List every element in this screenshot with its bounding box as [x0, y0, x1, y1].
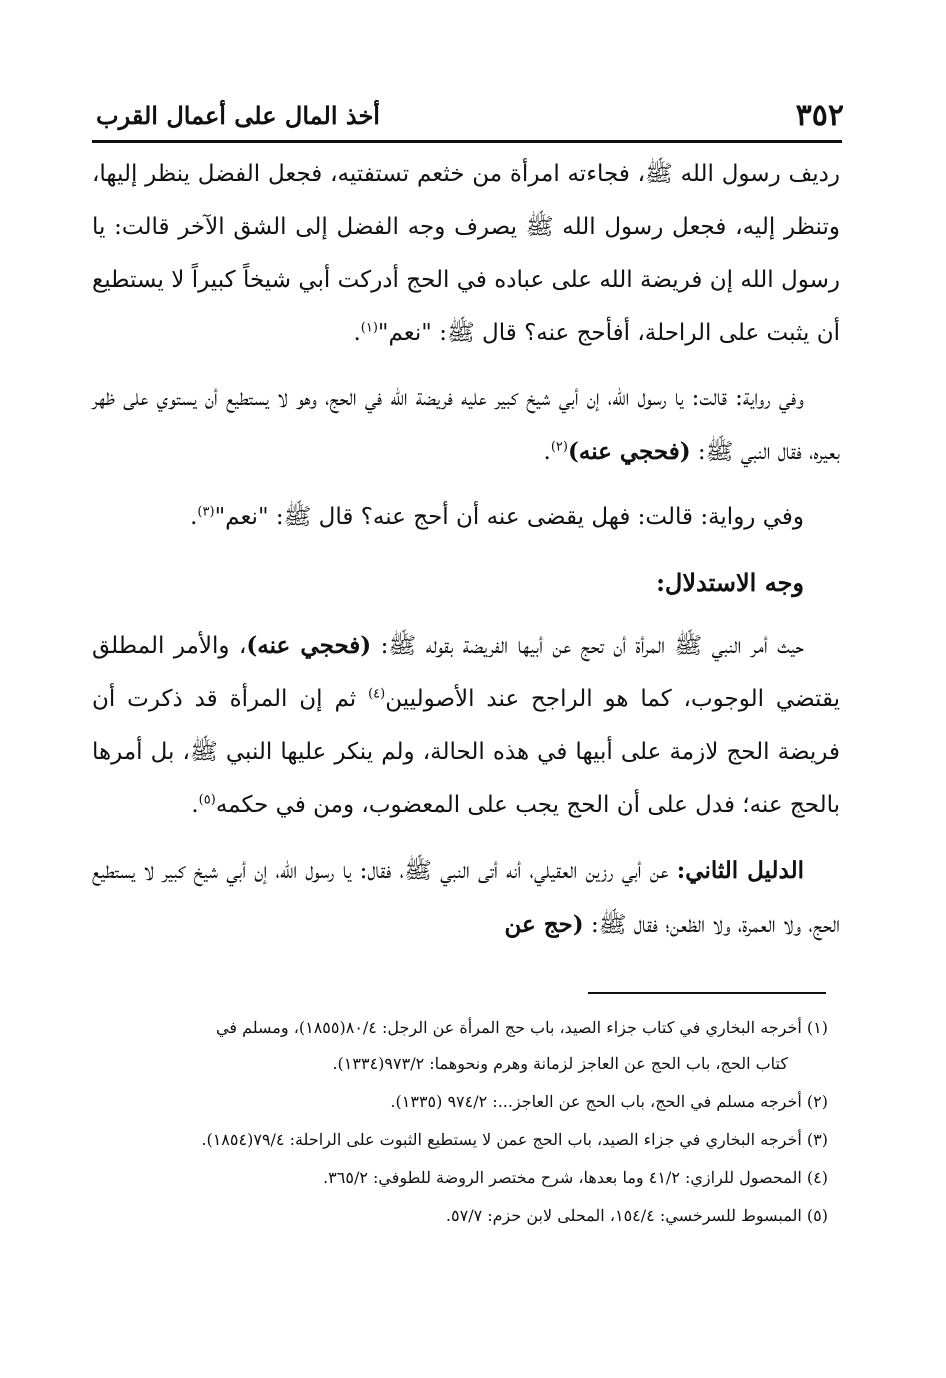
paragraph-5-text: عن أبي رزين العقيلي، أنه أتى النبي ﷺ، فقال: يا رسول الله، إن أبي شيخ كبير لا يستطيع الحج، ولا العمرة، ولا الظعن؛ فقال ﷺ:	[92, 858, 840, 938]
paragraph-2-text: وفي رواية: قالت: يا رسول الله، إن أبي شيخ كبير عليه فريضة الله في الحج، وهو لا يستطيع أن يستوي على ظهر بعيره، فقال النبي ﷺ:	[92, 385, 840, 465]
footnote-5: (٥) المبسوط للسرخسي: ١٥٤/٤، المحلى لابن حزم: ٥٧/٧.	[445, 1206, 828, 1225]
paragraph-2-quote: (فحجي عنه)	[567, 438, 691, 465]
footnote-ref-1: (١)	[360, 320, 378, 336]
footnote-rule	[588, 992, 826, 994]
footnotes	[86, 1010, 828, 1236]
paragraph-5-label: الدليل الثاني:	[676, 857, 804, 884]
running-title: أخذ المال على أعمال القرب	[96, 101, 380, 130]
footnote-ref-4: (٤)	[368, 686, 386, 702]
paragraph-4: حيث أمر النبي ﷺ المرأة أن تحج عن أبيها الفريضة بقوله ﷺ: (فحجي عنه)، والأمر المطلق يقتضي الوجوب، كما هو الراجح عند الأصوليين$^{(٤)}$ ثم إن المرأة قد ذكرت أن فريضة الحج لازمة على أبيها في هذه الحالة، ولم ينكر عليها النبي ﷺ، بل أمرها بالحج عنه؛ فدل على أن الحج يجب على المعضوب، ومن في حكمه$^{(٥)}$.	[92, 632, 840, 818]
footnote-3: (٣) أخرجه البخاري في جزاء الصيد، باب الحج عمن لا يستطيع الثبوت على الراحلة: ٧٩/٤(١٨٥٤).	[201, 1130, 828, 1149]
paragraph-5-quote: (حج عن	[504, 911, 584, 938]
paragraph-5	[92, 844, 840, 952]
paragraph-3-text: وفي رواية: قالت: فهل يقضى عنه أن أحج عنه؟ قال ﷺ: "نعم"	[214, 504, 804, 530]
page-number: ٣٥٢	[795, 98, 844, 133]
section-heading: وجه الاستدلال:	[656, 568, 804, 597]
main-text	[92, 148, 840, 964]
footnote-4: (٤) المحصول للرازي: ٤١/٢ وما بعدها، شرح مختصر الروضة للطوفي: ٣٦٥/٢.	[323, 1168, 828, 1187]
paragraph-1: رديف رسول الله ﷺ، فجاءته امرأة من خثعم تستفتيه، فجعل الفضل ينظر إليها، وتنظر إليه، فجعل رسول الله ﷺ يصرف وجه الفضل إلى الشق الآخر قالت: يا رسول الله إن فريضة الله على عباده في الحج أدركت أبي شيخاً كبيراً لا يستطيع أن يثبت على الراحلة، أفأحج عنه؟ قال ﷺ: "نعم"$^{(١)}$.	[92, 161, 840, 346]
paragraph-4-text-c: ثم إن المرأة قد ذكرت أن فريضة الحج لازمة على أبيها في هذه الحالة، ولم ينكر عليها النبي ﷺ، بل أمرها بالحج عنه؛ فدل على أن الحج يجب على المعضوب، ومن في حكمه	[92, 686, 840, 818]
header-rule	[92, 140, 842, 143]
footnote-ref-2: (٢)	[550, 439, 568, 455]
paragraph-2: وفي رواية: قالت: يا رسول الله، إن أبي شيخ كبير عليه فريضة الله في الحج، وهو لا يستطيع أن يستوي على ظهر بعيره، فقال النبي ﷺ: (فحجي عنه)$^{(٢)}$.	[92, 385, 840, 465]
paragraph-4-text-a: حيث أمر النبي ﷺ المرأة أن تحج عن أبيها الفريضة بقوله ﷺ:	[371, 633, 804, 659]
footnote-1-line-1: (١) أخرجه البخاري في كتاب جزاء الصيد، باب حج المرأة عن الرجل: ٨٠/٤(١٨٥٥)، ومسلم في	[216, 1018, 828, 1037]
paragraph-1-text: رديف رسول الله ﷺ، فجاءته امرأة من خثعم تستفتيه، فجعل الفضل ينظر إليها، وتنظر إليه، فجعل رسول الله ﷺ يصرف وجه الفضل إلى الشق الآخر قالت: يا رسول الله إن فريضة الله على عباده في الحج أدركت أبي شيخاً كبيراً لا يستطيع أن يثبت على الراحلة، أفأحج عنه؟ قال ﷺ: "نعم"	[92, 161, 840, 346]
footnote-ref-5: (٥)	[198, 792, 216, 808]
footnote-ref-3: (٣)	[197, 504, 215, 520]
paragraph-3: وفي رواية: قالت: فهل يقضى عنه أن أحج عنه؟ قال ﷺ: "نعم"$^{(٣)}$.	[190, 504, 804, 530]
page-header	[92, 98, 844, 134]
paragraph-4-quote: (فحجي عنه)	[246, 632, 372, 659]
footnote-2: (٢) أخرجه مسلم في الحج، باب الحج عن العاجز...: ٩٧٤/٢ (١٣٣٥).	[390, 1092, 828, 1111]
footnote-1	[86, 1010, 828, 1082]
footnote-1-line-2: كتاب الحج، باب الحج عن العاجز لزمانة وهرم ونحوهما: ٩٧٣/٢(١٣٣٤).	[332, 1054, 788, 1073]
paragraph-4-text-b: ، والأمر المطلق يقتضي الوجوب، كما هو الراجح عند الأصوليين	[92, 633, 840, 712]
